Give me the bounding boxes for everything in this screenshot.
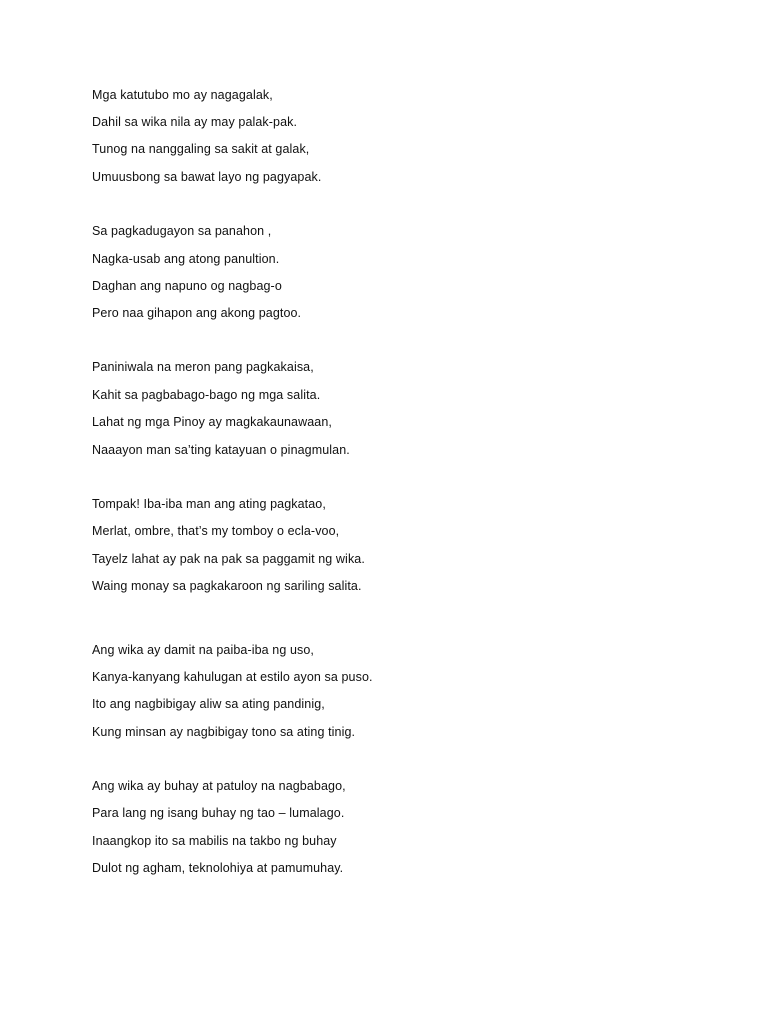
poem-line: Tunog na nanggaling sa sakit at galak,: [92, 142, 310, 156]
poem-line: Kanya-kanyang kahulugan at estilo ayon sa puso.: [92, 670, 373, 684]
poem-line: Inaangkop ito sa mabilis na takbo ng buhay: [92, 834, 337, 848]
poem-line: Ang wika ay damit na paiba-iba ng uso,: [92, 643, 314, 657]
poem-line: Waing monay sa pagkakaroon ng sariling salita.: [92, 579, 362, 593]
poem-line: Dulot ng agham, teknolohiya at pamumuhay.: [92, 861, 344, 875]
poem-line: Kahit sa pagbabago-bago ng mga salita.: [92, 388, 321, 402]
poem-line: Nagka-usab ang atong panultion.: [92, 252, 280, 266]
poem-line: Kung minsan ay nagbibigay tono sa ating tinig.: [92, 725, 356, 739]
poem-line: Tayelz lahat ay pak na pak sa paggamit ng wika.: [92, 552, 365, 566]
poem-line: Paniniwala na meron pang pagkakaisa,: [92, 360, 314, 374]
poem-line: Tompak! Iba-iba man ang ating pagkatao,: [92, 497, 326, 511]
poem-line: Daghan ang napuno og nagbag-o: [92, 279, 282, 293]
poem-line: Lahat ng mga Pinoy ay magkakaunawaan,: [92, 415, 332, 429]
poem-line: Dahil sa wika nila ay may palak-pak.: [92, 115, 298, 129]
poem-line: Para lang ng isang buhay ng tao – lumalago.: [92, 806, 345, 820]
poem-line: Ito ang nagbibigay aliw sa ating pandinig,: [92, 697, 325, 711]
poem-line: Sa pagkadugayon sa panahon ,: [92, 224, 272, 238]
poem-line: Pero naa gihapon ang akong pagtoo.: [92, 306, 302, 320]
poem-line: Umuusbong sa bawat layo ng pagyapak.: [92, 170, 322, 184]
poem-line: Merlat, ombre, that’s my tomboy o ecla-voo,: [92, 524, 340, 538]
poem-line: Naaayon man sa’ting katayuan o pinagmulan.: [92, 443, 350, 457]
poem-line: Mga katutubo mo ay nagagalak,: [92, 88, 273, 102]
poem-line: Ang wika ay buhay at patuloy na nagbabago,: [92, 779, 346, 793]
